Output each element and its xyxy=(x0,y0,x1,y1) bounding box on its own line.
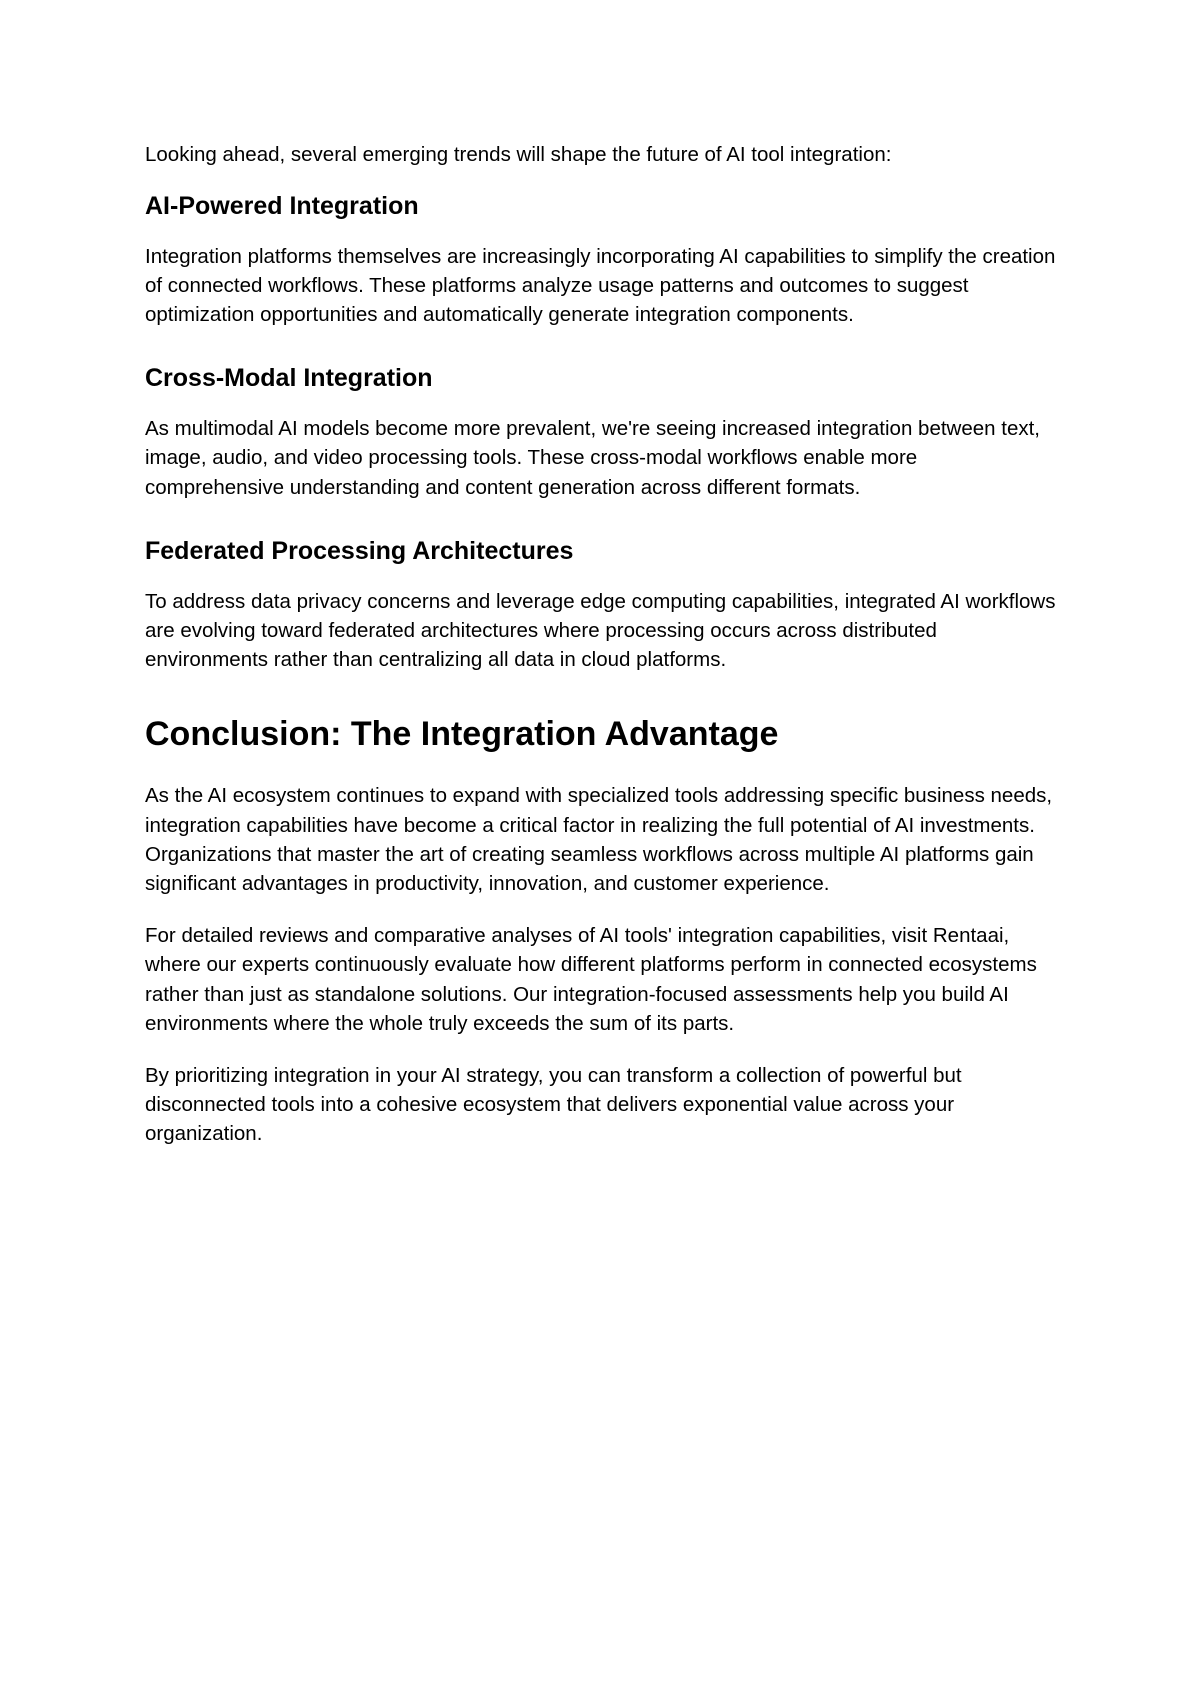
section-heading-ai-powered-integration: AI-Powered Integration xyxy=(145,191,419,220)
section-heading-cross-modal-integration: Cross-Modal Integration xyxy=(145,364,433,393)
conclusion-paragraph: For detailed reviews and comparative analyses of AI tools' integration capabilities, visit Rentaai, where our experts continuously evaluate how different platforms perform in connected ecosystems rather than just as standalone solutions. Our integration-focused assessments help you build AI environments where the whole truly exceeds the sum of its parts. xyxy=(145,924,1037,1035)
conclusion-paragraph: By prioritizing integration in your AI strategy, you can transform a collection of powerful but disconnected tools into a cohesive ecosystem that delivers exponential value across your organization. xyxy=(145,1063,962,1146)
section-body-ai-powered-integration: Integration platforms themselves are increasingly incorporating AI capabilities to simplify the creation of connected workflows. These platforms analyze usage patterns and outcomes to suggest optimization opportunities and automatically generate integration components. xyxy=(145,244,1056,326)
document-content xyxy=(145,140,1060,1172)
section-body-cross-modal-integration: As multimodal AI models become more prevalent, we're seeing increased integration between text, image, audio, and video processing tools. These cross-modal workflows enable more comprehensive understanding and content generation across different formats. xyxy=(145,417,1040,499)
conclusion-paragraph: As the AI ecosystem continues to expand with specialized tools addressing specific business needs, integration capabilities have become a critical factor in realizing the full potential of AI investments. Organizations that master the art of creating seamless workflows across multiple AI platforms gain significant advantages in productivity, innovation, and customer experience. xyxy=(145,784,1053,895)
section-body-federated-processing: To address data privacy concerns and leverage edge computing capabilities, integrated AI workflows are evolving toward federated architectures where processing occurs across distributed environments rather than centralizing all data in cloud platforms. xyxy=(145,589,1056,672)
section-heading-federated-processing: Federated Processing Architectures xyxy=(145,536,574,565)
intro-paragraph: Looking ahead, several emerging trends will shape the future of AI tool integration: xyxy=(145,143,892,166)
conclusion-heading: Conclusion: The Integration Advantage xyxy=(145,715,779,754)
conclusion-body xyxy=(145,781,1060,1148)
